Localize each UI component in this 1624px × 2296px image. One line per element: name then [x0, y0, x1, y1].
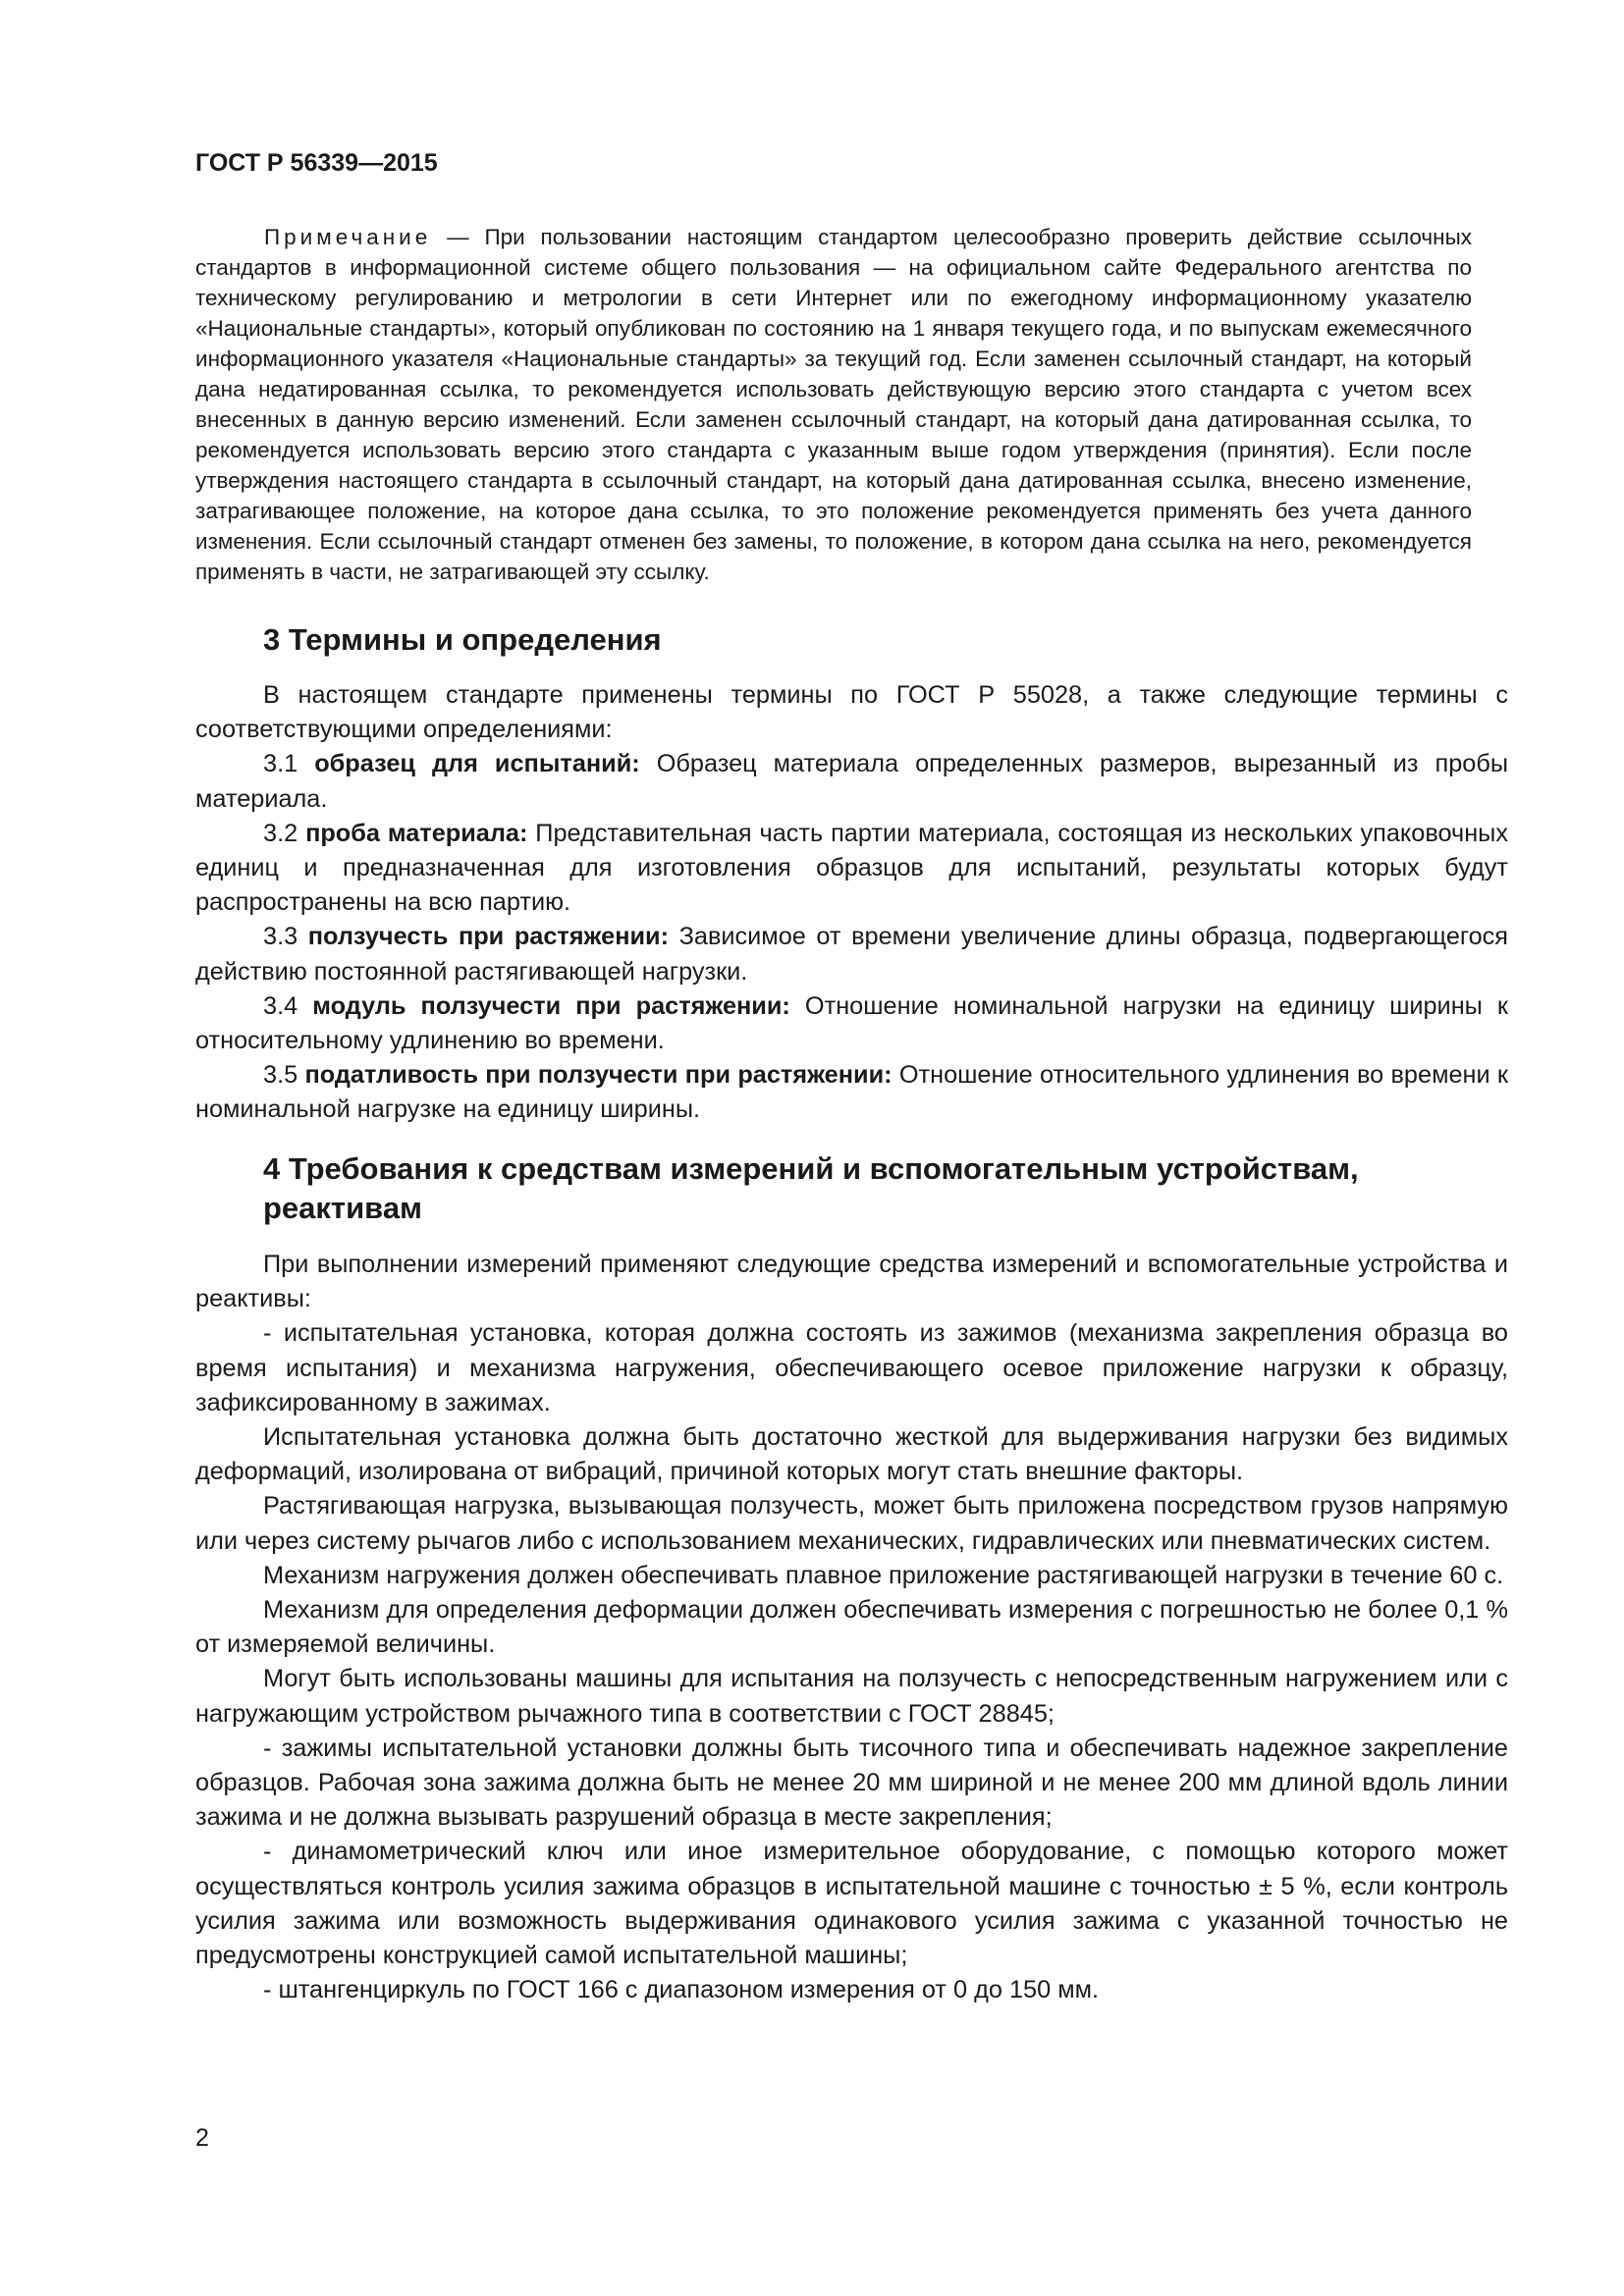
section-4-paragraph: Растягивающая нагрузка, вызывающая ползучесть, может быть приложена посредством грузов напрямую или через систему рычагов либо с использованием механических, гидравлических или пневматических систем.	[195, 1492, 1508, 1555]
term-name: проба материала:	[305, 819, 528, 847]
note-label: Примечание	[264, 225, 432, 249]
term-name: модуль ползучести при растяжении:	[312, 991, 790, 1020]
section-4-paragraph: - зажимы испытательной установки должны быть тисочного типа и обеспечивать надежное закрепление образцов. Рабочая зона зажима должна быть не менее 20 мм шириной и не менее 200 мм длиной вдоль линии зажима и не должна вызывать разрушений образца в месте закрепления;	[195, 1734, 1508, 1832]
section-4-body	[195, 1248, 1508, 2007]
term-definition: Образец материала определенных размеров, вырезанный из пробы материала.	[195, 750, 1509, 813]
section-4-paragraph: - штангенциркуль по ГОСТ 166 с диапазоном измерения от 0 до 150 мм.	[263, 1976, 1100, 2004]
term-name: податливость при ползучести при растяжении:	[304, 1061, 893, 1090]
note-text: — При пользовании настоящим стандартом целесообразно проверить действие ссылочных стандартов в информационной системе общего пользования — на официальном сайте Федерального агентства по техническому регулированию и метрологии в сети Интернет или по ежегодному информационному указателю «Национальные стандарты», который опубликован по состоянию на 1 января текущего года, и по выпускам ежемесячного информационного указателя «Национальные стандарты» за текущий год. Если заменен ссылочный стандарт, на который дана недатированная ссылка, то рекомендуется использовать действующую версию этого стандарта с учетом всех внесенных в данную версию изменений. Если заменен ссылочный стандарт, на который дана датированная ссылка, то рекомендуется использовать версию этого стандарта с указанным выше годом утверждения (принятия). Если после утверждения настоящего стандарта в ссылочный стандарт, на который дана датированная ссылка, внесено изменение, затрагивающее положение, на которое дана ссылка, то это положение рекомендуется применять без учета данного изменения. Если ссылочный стандарт отменен без замены, то положение, в котором дана ссылка на него, рекомендуется применять в части, не затрагивающей эту ссылку.	[195, 225, 1472, 584]
page-number: 2	[195, 2124, 209, 2152]
section-3-intro: В настоящем стандарте применены термины по ГОСТ Р 55028, а также следующие термины с соответствующими определениями:	[195, 681, 1508, 744]
term-3-3	[195, 920, 1508, 988]
term-definition: Отношение номинальной нагрузки на единицу ширины к относительному удлинению во времени.	[195, 991, 1508, 1055]
section-4-title: 4 Требования к средствам измерений и вспомогательным устройствам, реактивам	[263, 1151, 1359, 1225]
section-4-paragraph: - динамометрический ключ или иное измерительное оборудование, с помощью которого может осуществляться контроль усилия зажима образцов в испытательной машине с точностью ± 5 %, если контроль усилия зажима или возможность выдерживания одинакового усилия зажима с указанной точностью не предусмотрены конструкцией самой испытательной машины;	[195, 1838, 1508, 1970]
section-3-title: 3 Термины и определения	[263, 622, 662, 657]
section-4-paragraph: Могут быть использованы машины для испытания на ползучесть с непосредственным нагружением или с нагружающим устройством рычажного типа в соответствии с ГОСТ 28845;	[195, 1665, 1508, 1728]
section-4-paragraph: При выполнении измерений применяют следующие средства измерений и вспомогательные устройства и реактивы:	[195, 1251, 1508, 1313]
term-3-5	[195, 1058, 1508, 1127]
term-number: 3.4	[263, 991, 313, 1020]
term-name: ползучесть при растяжении:	[307, 923, 670, 951]
term-3-1	[195, 747, 1508, 816]
section-3-body	[195, 678, 1508, 1128]
note-paragraph	[195, 222, 1472, 587]
section-4-paragraph: - испытательная установка, которая должна состоять из зажимов (механизма закрепления образца во время испытания) и механизма нагружения, обеспечивающего осевое приложение нагрузки к образцу, зафиксированному в зажимах.	[195, 1319, 1508, 1416]
term-definition: Представительная часть партии материала, состоящая из нескольких упаковочных единиц и предназначенная для изготовления образцов для испытаний, результаты которых будут распространены на всю партию.	[195, 819, 1508, 917]
term-definition: Зависимое от времени увеличение длины образца, подвергающегося действию постоянной растягивающей нагрузки.	[195, 923, 1508, 986]
term-number: 3.3	[263, 923, 308, 951]
term-number: 3.2	[263, 819, 306, 847]
document-header: ГОСТ Р 56339—2015	[195, 149, 438, 177]
term-name: образец для испытаний:	[314, 750, 640, 778]
term-number: 3.1	[263, 750, 315, 778]
term-3-2	[195, 817, 1508, 921]
term-3-4	[195, 989, 1508, 1058]
section-4-paragraph: Испытательная установка должна быть достаточно жесткой для выдерживания нагрузки без видимых деформаций, изолирована от вибраций, причиной которых могут стать внешние факторы.	[195, 1423, 1508, 1486]
term-number: 3.5	[263, 1061, 305, 1090]
section-4-paragraph: Механизм нагружения должен обеспечивать плавное приложение растягивающей нагрузки в течение 60 с.	[263, 1561, 1504, 1589]
term-definition: Отношение относительного удлинения во времени к номинальной нагрузке на единицу ширины.	[195, 1061, 1508, 1124]
section-4-paragraph: Механизм для определения деформации должен обеспечивать измерения с погрешностью не более 0,1 % от измеряемой величины.	[195, 1596, 1508, 1659]
